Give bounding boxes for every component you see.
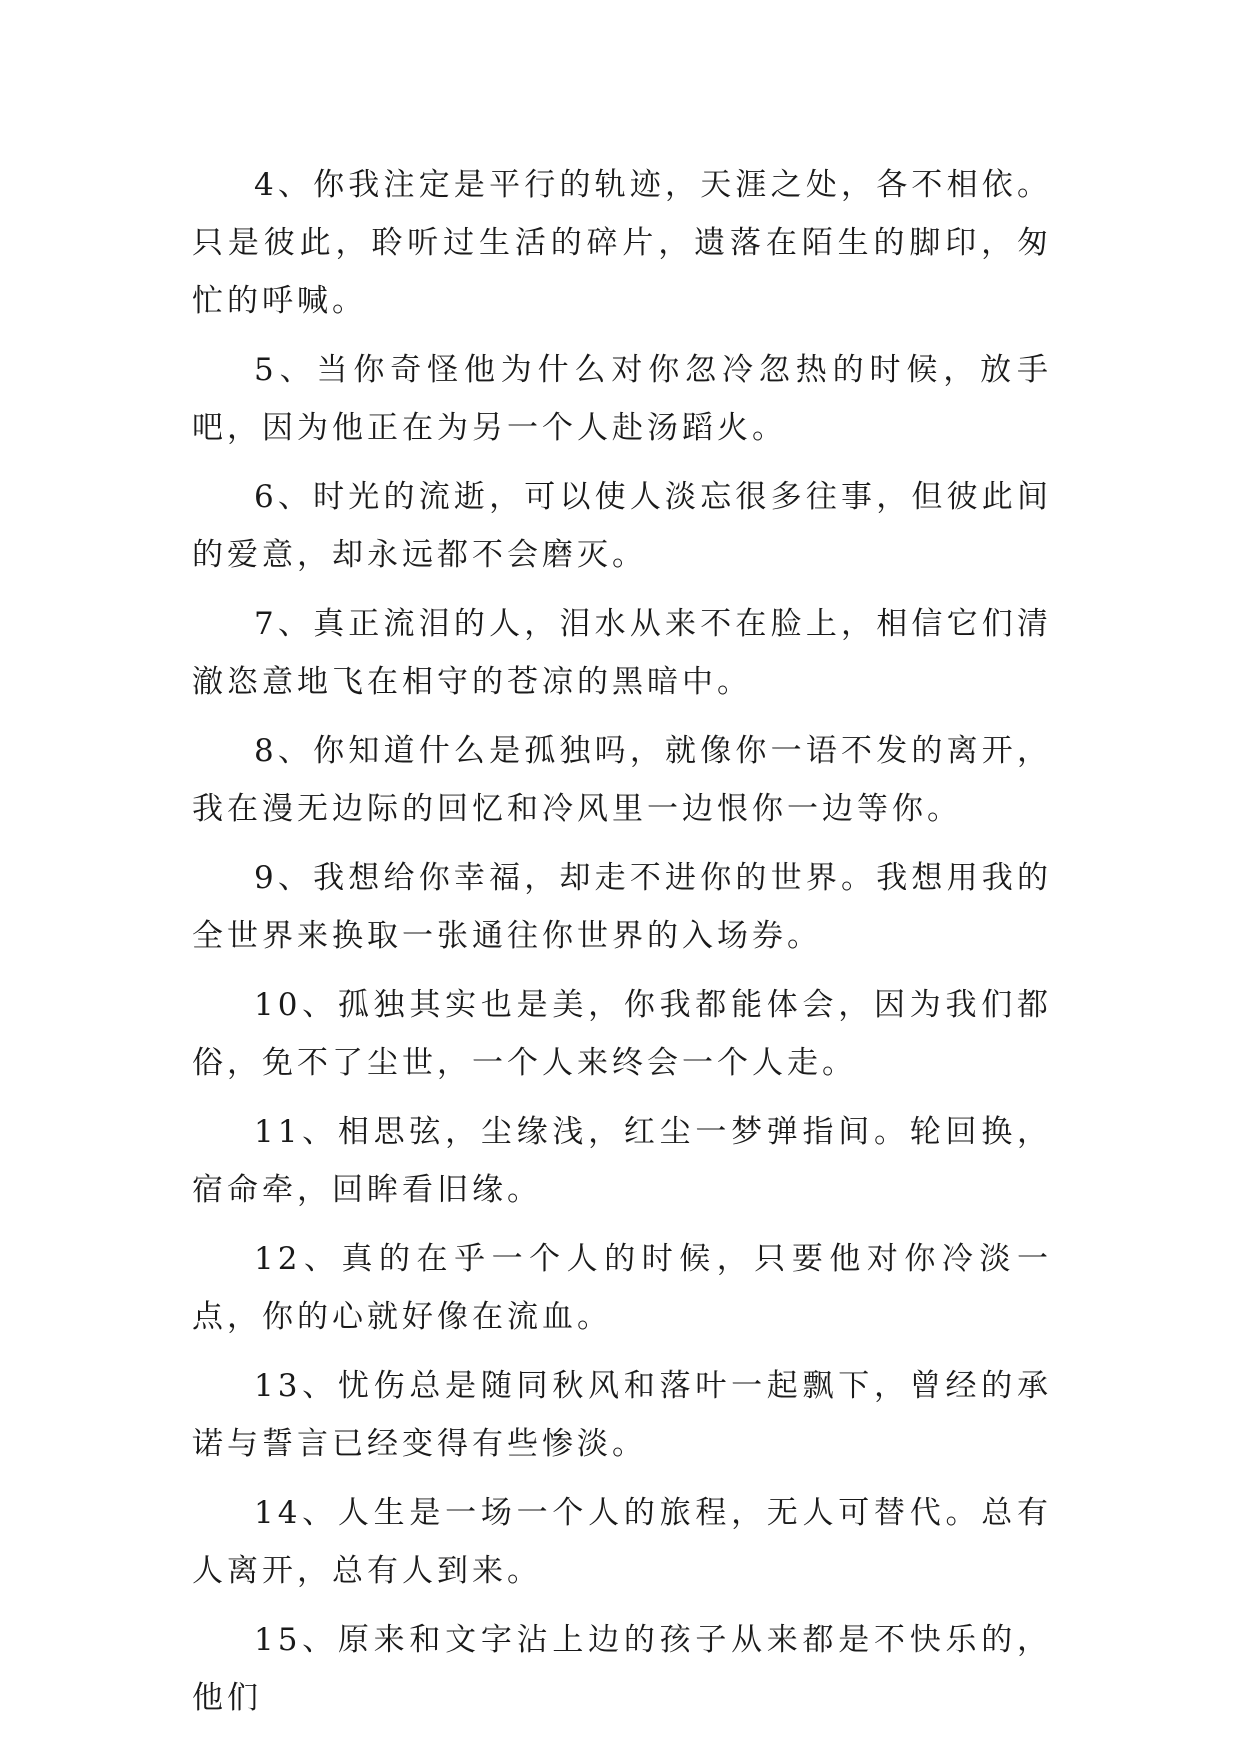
paragraph-11: 11、相思弦，尘缘浅，红尘一梦弹指间。轮回换，宿命牵，回眸看旧缘。	[192, 1114, 1052, 1208]
paragraph-14: 14、人生是一场一个人的旅程，无人可替代。总有人离开，总有人到来。	[192, 1495, 1052, 1589]
paragraph-13: 13、忧伤总是随同秋风和落叶一起飘下，曾经的承诺与誓言已经变得有些惨淡。	[192, 1368, 1052, 1462]
paragraph-8: 8、你知道什么是孤独吗，就像你一语不发的离开，我在漫无边际的回忆和冷风里一边恨你一边等你。	[192, 733, 1052, 827]
paragraph-5: 5、当你奇怪他为什么对你忽冷忽热的时候，放手吧，因为他正在为另一个人赴汤蹈火。	[192, 352, 1052, 446]
paragraph-9: 9、我想给你幸福，却走不进你的世界。我想用我的全世界来换取一张通往你世界的入场券。	[192, 860, 1052, 954]
document-body	[192, 156, 1052, 1738]
paragraph-7: 7、真正流泪的人，泪水从来不在脸上，相信它们清澈恣意地飞在相守的苍凉的黑暗中。	[192, 606, 1052, 700]
paragraph-12: 12、真的在乎一个人的时候，只要他对你冷淡一点，你的心就好像在流血。	[192, 1241, 1052, 1335]
paragraph-6: 6、时光的流逝，可以使人淡忘很多往事，但彼此间的爱意，却永远都不会磨灭。	[192, 479, 1052, 573]
paragraph-15: 15、原来和文字沾上边的孩子从来都是不快乐的，他们	[192, 1622, 1052, 1716]
paragraph-10: 10、孤独其实也是美，你我都能体会，因为我们都俗，免不了尘世，一个人来终会一个人走。	[192, 987, 1052, 1081]
paragraph-4: 4、你我注定是平行的轨迹，天涯之处，各不相依。只是彼此，聆听过生活的碎片，遗落在陌生的脚印，匆忙的呼喊。	[192, 167, 1052, 319]
